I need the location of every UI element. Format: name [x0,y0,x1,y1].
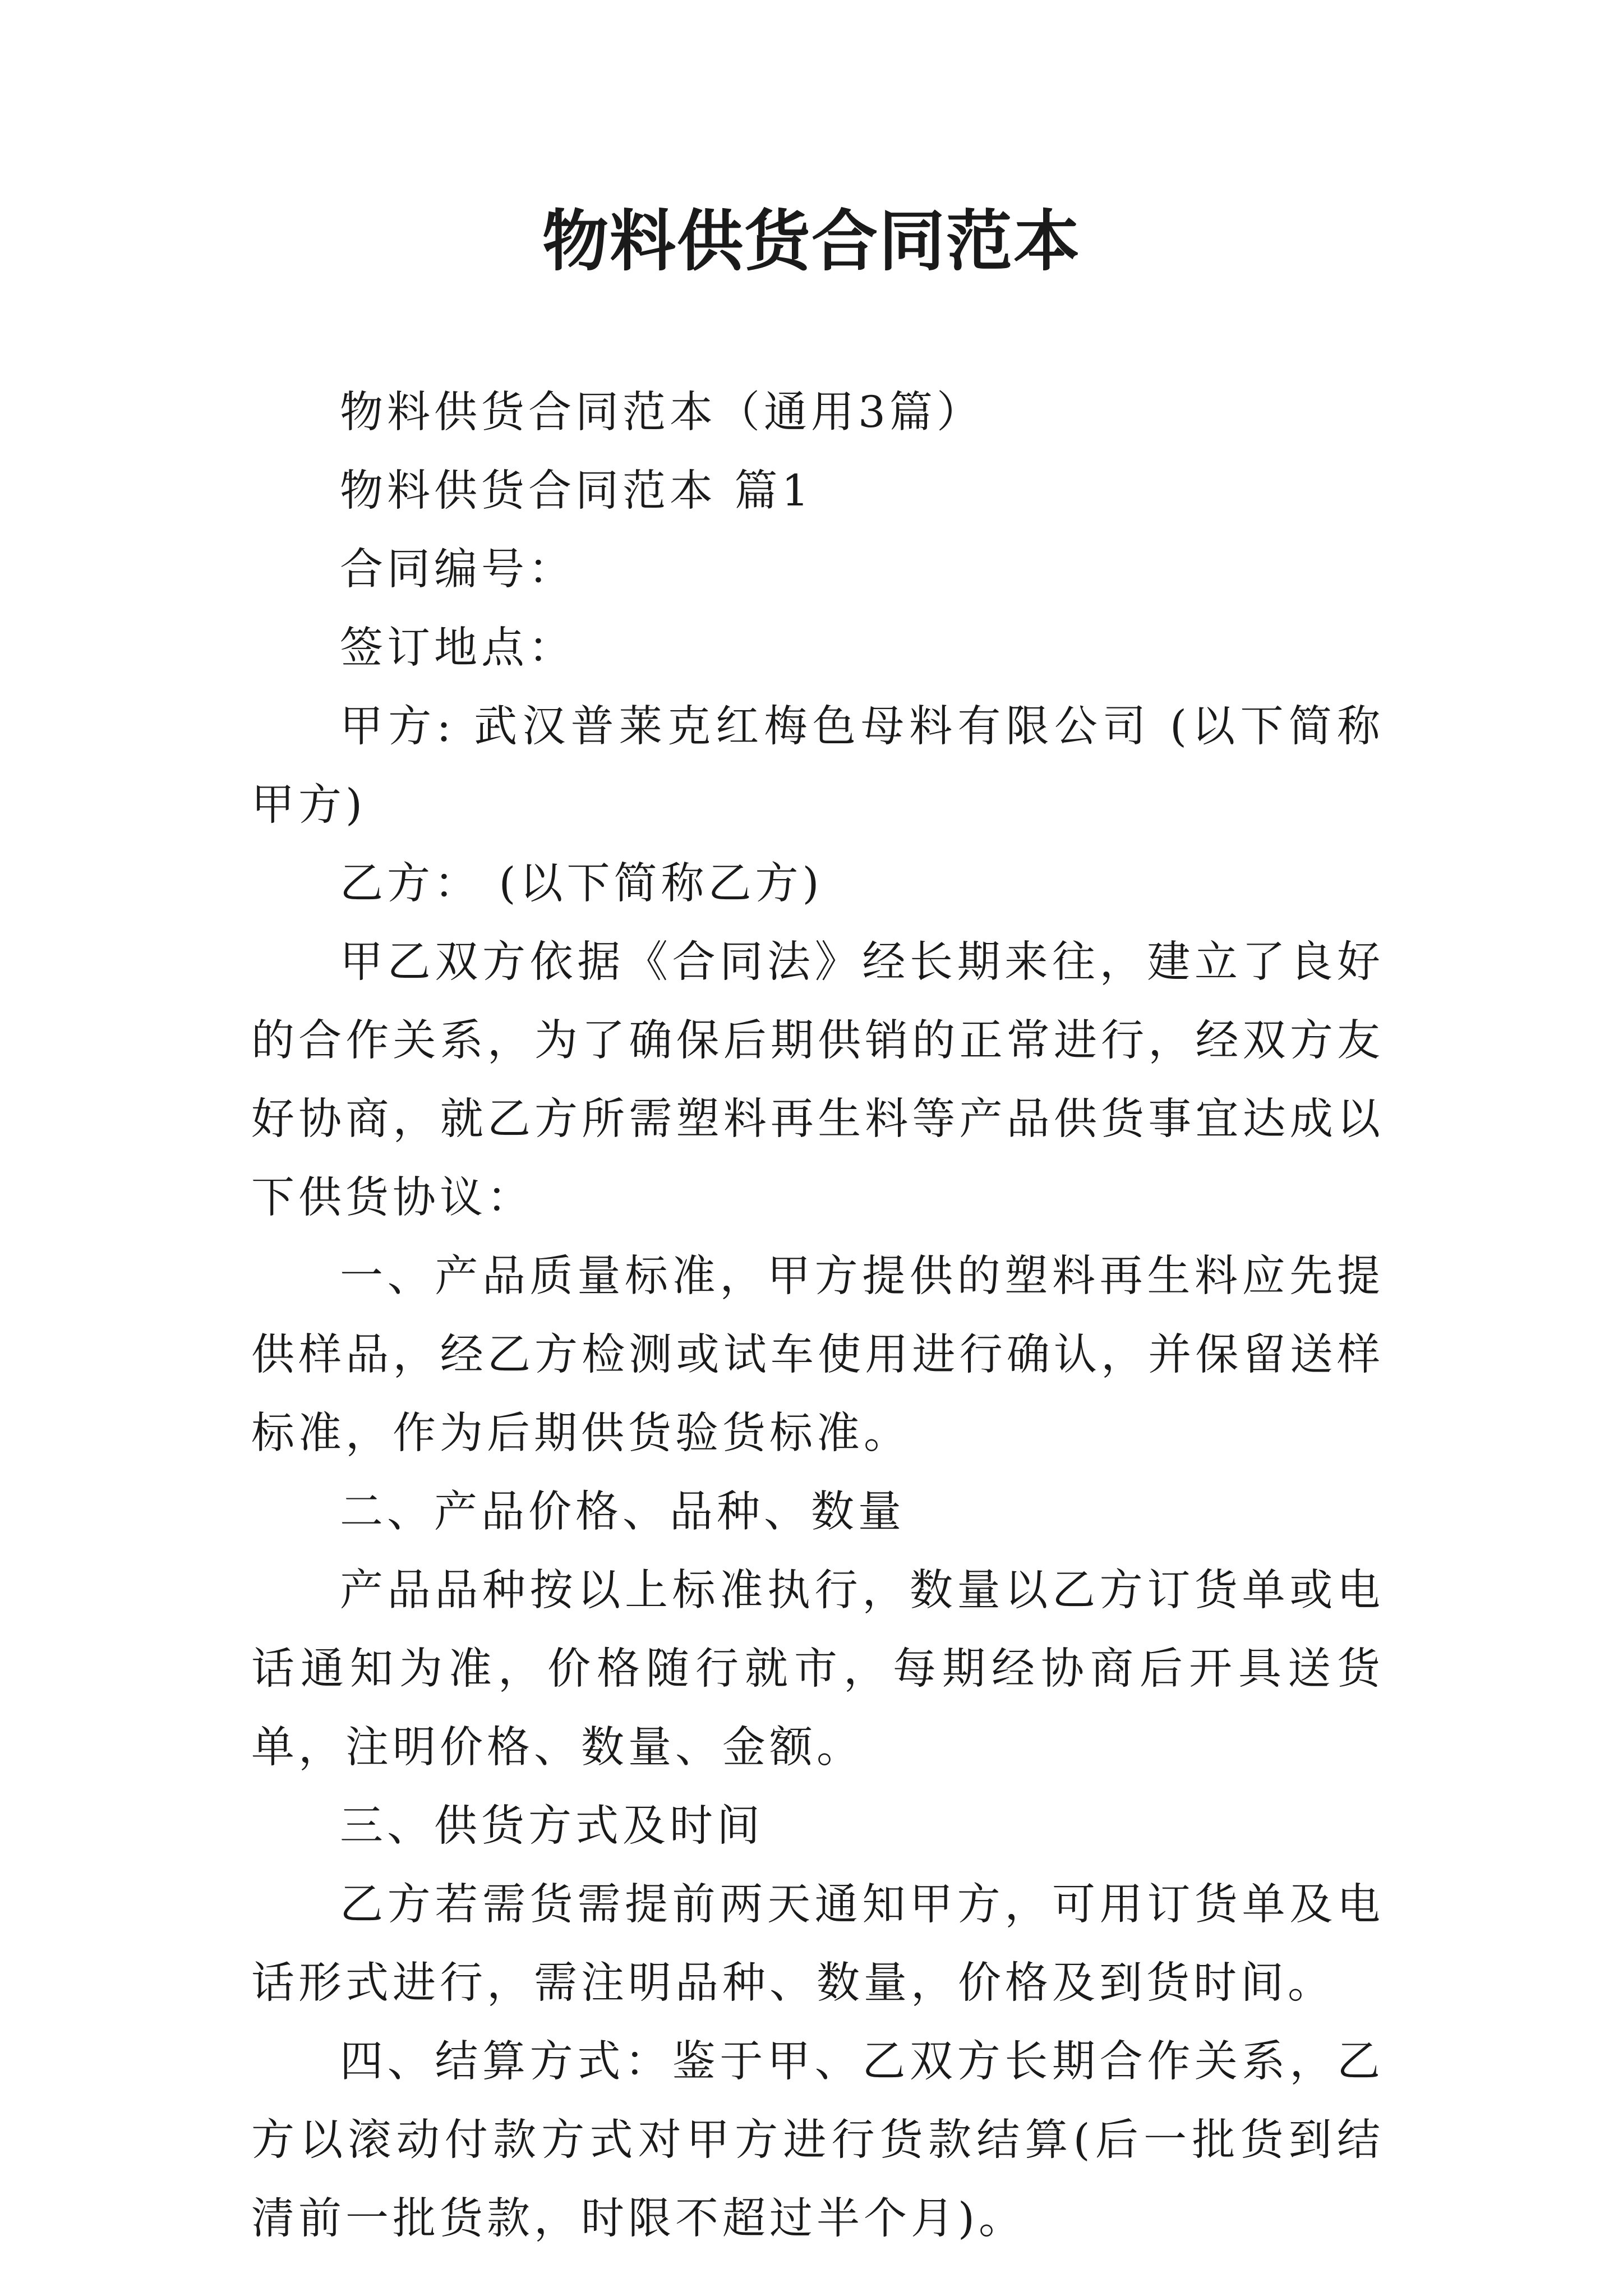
paragraph-party-a: 甲方: 武汉普莱克红梅色母料有限公司 (以下简称甲方) [251,702,1384,830]
paragraph-clause-3-body: 乙方若需货需提前两天通知甲方，可用订货单及电话形式进行，需注明品种、数量，价格及到货时间。 [251,1880,1384,2008]
paragraph-signing-place: 签订地点： [340,623,575,673]
paragraph-preamble: 甲乙双方依据《合同法》经长期来往，建立了良好的合作关系，为了确保后期供销的正常进行，经双方友好协商，就乙方所需塑料再生料等产品供货事宜达成以下供货协议： [251,937,1384,1223]
paragraph-clause-2-heading: 二、产品价格、品种、数量 [340,1487,905,1537]
paragraph-clause-2-body: 产品品种按以上标准执行，数量以乙方订货单或电话通知为准，价格随行就市，每期经协商后开具送货单，注明价格、数量、金额。 [251,1566,1384,1773]
paragraph-section-heading: 物料供货合同范本 篇1 [340,466,813,516]
paragraph-clause-1: 一、产品质量标准，甲方提供的塑料再生料应先提供样品，经乙方检测或试车使用进行确认，并保留送样标准，作为后期供货验货标准。 [251,1251,1384,1458]
paragraph-clause-3-heading: 三、供货方式及时间 [340,1801,764,1851]
paragraph-contract-number: 合同编号： [340,545,575,595]
document-title: 物料供货合同范本 [542,202,1081,280]
paragraph-clause-4: 四、结算方式：鉴于甲、乙双方长期合作关系，乙方以滚动付款方式对甲方进行货款结算(后一批货到结清前一批货款，时限不超过半个月)。 [251,2037,1384,2244]
document-body [251,374,1384,2258]
paragraph-subtitle: 物料供货合同范本（通用3篇） [340,388,984,438]
paragraph-party-b: 乙方： (以下简称乙方) [340,859,823,909]
